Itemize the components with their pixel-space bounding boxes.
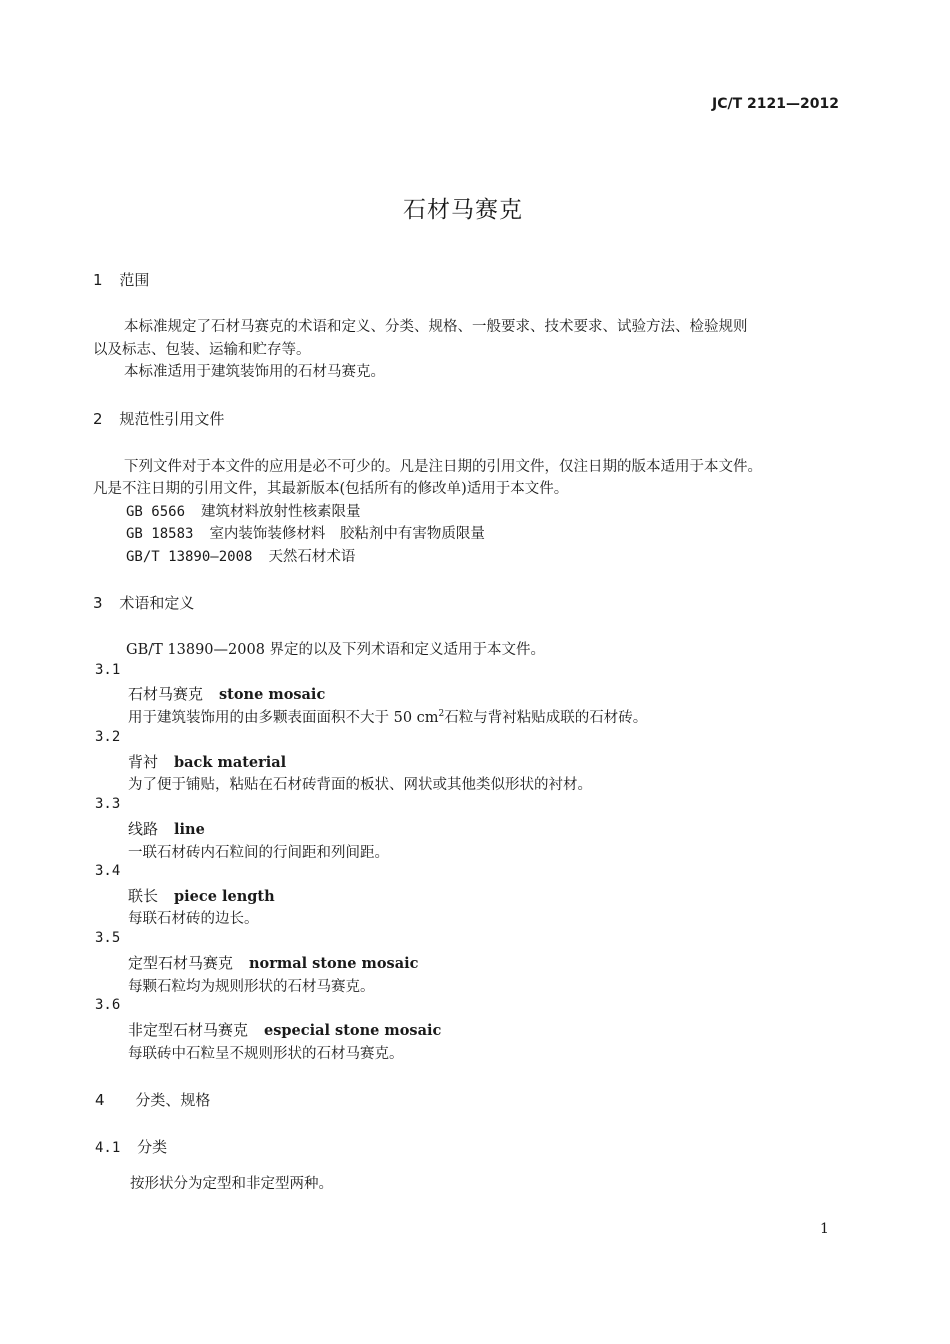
section-title: 术语和定义 (119, 594, 195, 612)
definition-text: 用于建筑装饰用的由多颗表面面积不大于 50 cm (128, 710, 439, 726)
term-heading (128, 751, 286, 772)
term-heading (128, 818, 205, 839)
reference-code: GB 18583 (126, 526, 194, 542)
section-3-heading (93, 592, 194, 613)
term-definition: 为了便于铺贴，粘贴在石材砖背面的板状、网状或其他类似形状的衬材。 (128, 777, 592, 793)
term-en: stone mosaic (219, 686, 326, 703)
paragraph-line: 按形状分为定型和非定型两种。 (130, 1176, 333, 1192)
reference-item (126, 545, 355, 566)
section-1-heading (93, 269, 149, 290)
term-heading (128, 1019, 441, 1040)
paragraph-line: 本标准规定了石材马赛克的术语和定义、分类、规格、一般要求、技术要求、试验方法、检验规则 (124, 319, 748, 335)
section-number: 1 (93, 271, 103, 289)
term-en: especial stone mosaic (264, 1022, 442, 1039)
section-number: 2 (93, 410, 103, 428)
reference-title: 室内装饰装修材料 胶粘剂中有害物质限量 (209, 526, 485, 542)
term-zh: 定型石材马赛克 (128, 954, 234, 972)
term-definition: 每联石材砖的边长。 (128, 911, 259, 927)
term-number: 3.3 (95, 796, 121, 812)
subsection-title: 分类 (137, 1138, 168, 1156)
term-zh: 线路 (128, 820, 159, 838)
page-number: 1 (820, 1221, 829, 1237)
term-en: piece length (174, 888, 275, 905)
term-number: 3.4 (95, 863, 121, 879)
reference-title: 天然石材术语 (268, 549, 356, 565)
term-definition: 每颗石粒均为规则形状的石材马赛克。 (128, 979, 375, 995)
reference-item (126, 500, 361, 521)
section-intro (126, 638, 545, 659)
section-4-heading (95, 1089, 210, 1110)
page-title: 石材马赛克 (403, 197, 523, 223)
term-en: back material (174, 754, 287, 771)
term-definition: 一联石材砖内石粒间的行间距和列间距。 (128, 845, 389, 861)
definition-text: 石粒与背衬粘贴成联的石材砖。 (444, 710, 648, 726)
section-2-heading (93, 408, 224, 429)
term-zh: 石材马赛克 (128, 685, 204, 703)
standard-code: JC/T 2121—2012 (712, 96, 839, 112)
term-heading (128, 683, 325, 704)
term-zh: 联长 (128, 887, 159, 905)
term-en: normal stone mosaic (249, 955, 419, 972)
subsection-number: 4.1 (95, 1140, 121, 1156)
term-zh: 背衬 (128, 753, 159, 771)
term-number: 3.1 (95, 662, 121, 678)
section-number: 3 (93, 594, 103, 612)
term-zh: 非定型石材马赛克 (128, 1021, 249, 1039)
reference-title: 建筑材料放射性核素限量 (201, 504, 361, 520)
paragraph-line: 凡是不注日期的引用文件，其最新版本(包括所有的修改单)适用于本文件。 (93, 481, 569, 497)
intro-text: GB/T 13890—2008 界定的以及下列术语和定义适用于本文件。 (126, 642, 546, 658)
term-definition (128, 706, 647, 727)
section-title: 分类、规格 (135, 1091, 211, 1109)
subsection-4-1-heading (95, 1136, 167, 1157)
paragraph-line: 以及标志、包装、运输和贮存等。 (93, 342, 311, 358)
reference-item (126, 522, 485, 543)
term-number: 3.2 (95, 729, 121, 745)
term-heading (128, 885, 275, 906)
paragraph-line: 下列文件对于本文件的应用是必不可少的。凡是注日期的引用文件，仅注日期的版本适用于本文件。 (124, 459, 762, 475)
section-title: 规范性引用文件 (119, 410, 225, 428)
section-number: 4 (95, 1091, 105, 1109)
term-number: 3.5 (95, 930, 121, 946)
section-title: 范围 (119, 271, 150, 289)
paragraph-line: 本标准适用于建筑装饰用的石材马赛克。 (124, 364, 385, 380)
term-number: 3.6 (95, 997, 121, 1013)
term-definition: 每联砖中石粒呈不规则形状的石材马赛克。 (128, 1046, 404, 1062)
reference-code: GB/T 13890—2008 (126, 549, 253, 565)
reference-code: GB 6566 (126, 504, 186, 520)
term-en: line (174, 821, 205, 838)
term-heading (128, 952, 418, 973)
superscript: 2 (438, 709, 445, 720)
